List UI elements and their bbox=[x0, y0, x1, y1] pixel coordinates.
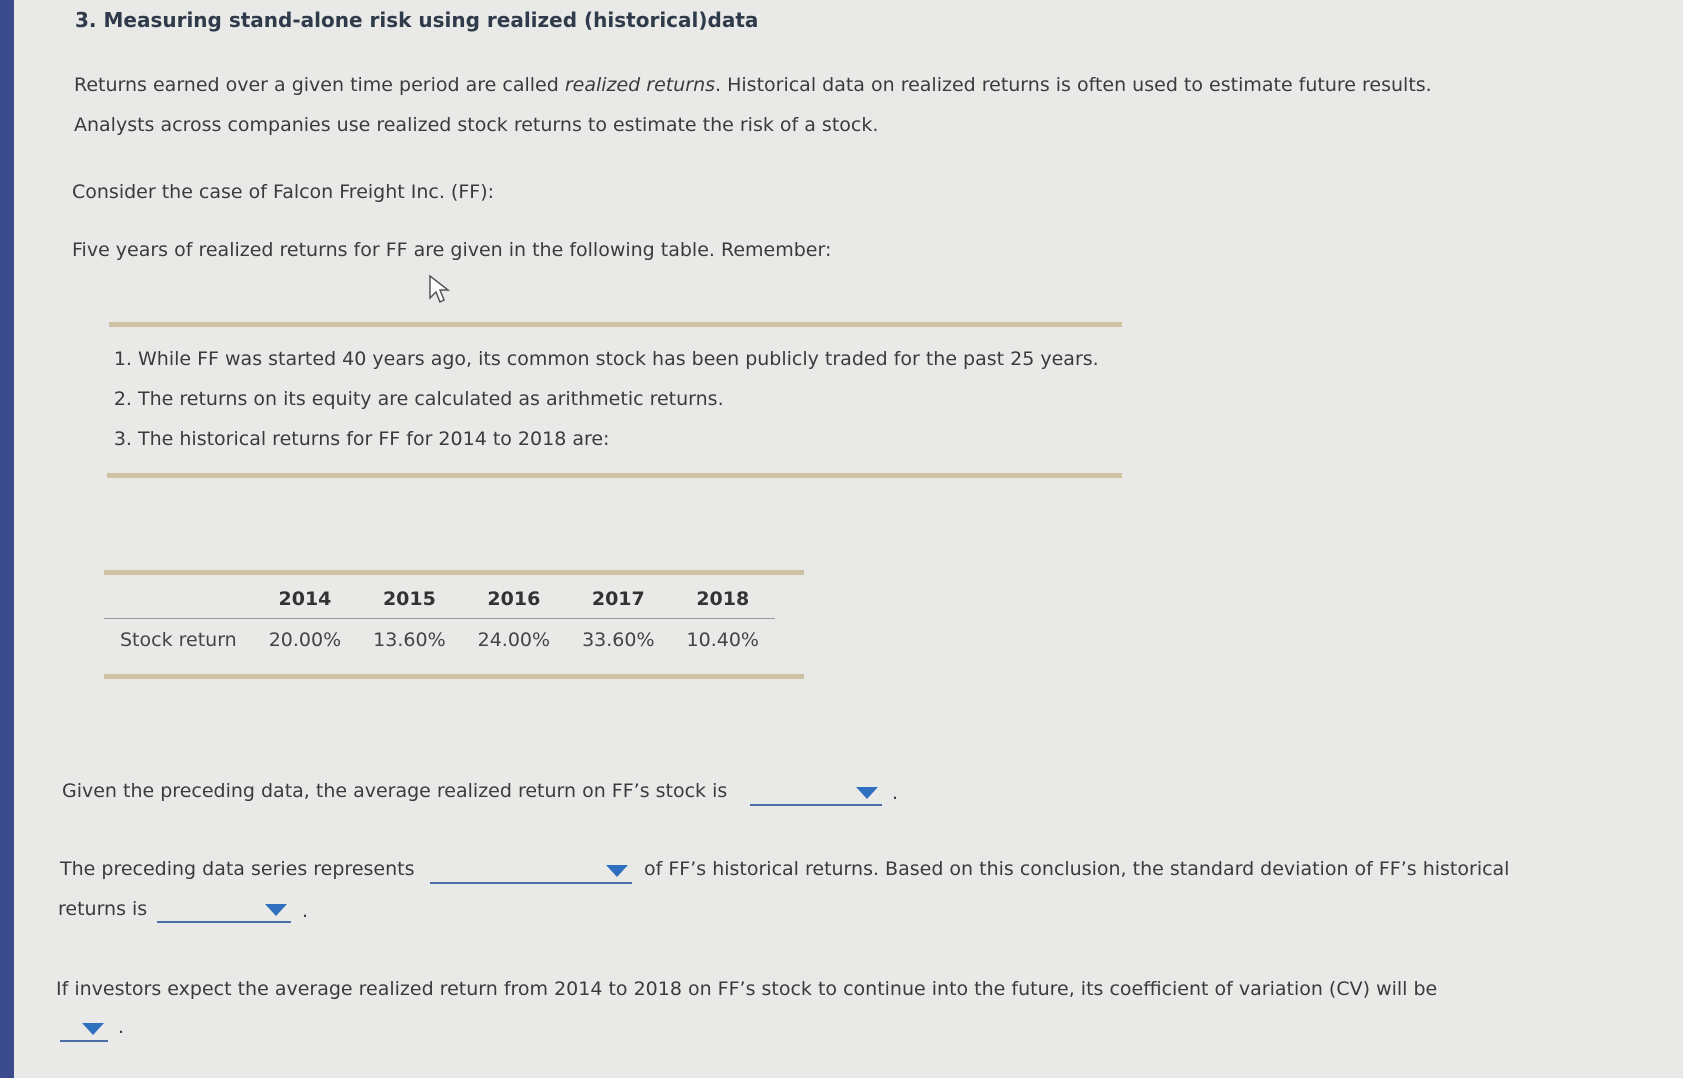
period: . bbox=[118, 1016, 125, 1038]
year-header: 2015 bbox=[357, 580, 461, 619]
table-bottom-rule bbox=[104, 674, 804, 679]
return-value: 10.40% bbox=[686, 629, 759, 651]
table-header-row bbox=[104, 580, 775, 619]
year-header: 2017 bbox=[566, 580, 670, 619]
list-item: 3. The historical returns for FF for 2014 to 2018 are: bbox=[138, 428, 1099, 450]
table-intro: Five years of realized returns for FF are given in the following table. Remember: bbox=[72, 239, 832, 261]
series-prompt-continued: of FF’s historical returns. Based on this conclusion, the standard deviation of FF’s historical bbox=[644, 858, 1510, 880]
cv-dropdown[interactable] bbox=[60, 1016, 108, 1042]
intro-text-2: . Historical data on realized returns is often used to estimate future results. bbox=[715, 74, 1432, 96]
intro-text-1: Returns earned over a given time period are called bbox=[74, 74, 565, 96]
avg-return-dropdown[interactable] bbox=[750, 780, 882, 806]
remember-top-rule bbox=[109, 322, 1122, 327]
mouse-cursor-icon bbox=[428, 274, 454, 304]
returns-table bbox=[104, 580, 775, 661]
avg-return-prompt: Given the preceding data, the average realized return on FF’s stock is bbox=[62, 780, 728, 802]
series-prompt: The preceding data series represents bbox=[60, 858, 415, 880]
chevron-down-icon bbox=[856, 787, 878, 799]
table-row bbox=[104, 619, 775, 662]
chevron-down-icon bbox=[82, 1023, 104, 1035]
cv-prompt: If investors expect the average realized return from 2014 to 2018 on FF’s stock to continue into the future, its coefficient of variation (CV) will be bbox=[56, 978, 1438, 1000]
list-item: 1. While FF was started 40 years ago, its common stock has been publicly traded for the past 25 years. bbox=[138, 348, 1099, 370]
remember-list bbox=[108, 348, 1099, 468]
question-title: 3. Measuring stand-alone risk using realized (historical)data bbox=[75, 8, 759, 32]
year-header: 2016 bbox=[462, 580, 566, 619]
data-series-dropdown[interactable] bbox=[430, 858, 632, 884]
std-dev-dropdown[interactable] bbox=[157, 897, 291, 923]
period: . bbox=[302, 900, 309, 922]
return-value: 13.60% bbox=[373, 629, 446, 651]
list-item: 2. The returns on its equity are calculated as arithmetic returns. bbox=[138, 388, 1099, 410]
intro-italic-term: realized returns bbox=[564, 74, 716, 96]
remember-bottom-rule bbox=[107, 473, 1122, 478]
header-blank bbox=[104, 580, 253, 619]
chevron-down-icon bbox=[265, 904, 287, 916]
intro-paragraph-line2: Analysts across companies use realized stock returns to estimate the risk of a stock. bbox=[74, 114, 879, 136]
year-header: 2014 bbox=[253, 580, 357, 619]
return-value: 33.60% bbox=[582, 629, 655, 651]
table-top-rule bbox=[104, 570, 804, 575]
row-label: Stock return bbox=[120, 629, 237, 651]
return-value: 24.00% bbox=[477, 629, 551, 651]
intro-paragraph bbox=[74, 74, 1432, 96]
return-value: 20.00% bbox=[268, 629, 342, 651]
left-edge-bar bbox=[0, 0, 14, 1078]
chevron-down-icon bbox=[606, 865, 628, 877]
case-line: Consider the case of Falcon Freight Inc. (FF): bbox=[72, 181, 495, 203]
period: . bbox=[892, 782, 899, 804]
year-header: 2018 bbox=[671, 580, 775, 619]
std-dev-prompt: returns is bbox=[58, 898, 148, 920]
